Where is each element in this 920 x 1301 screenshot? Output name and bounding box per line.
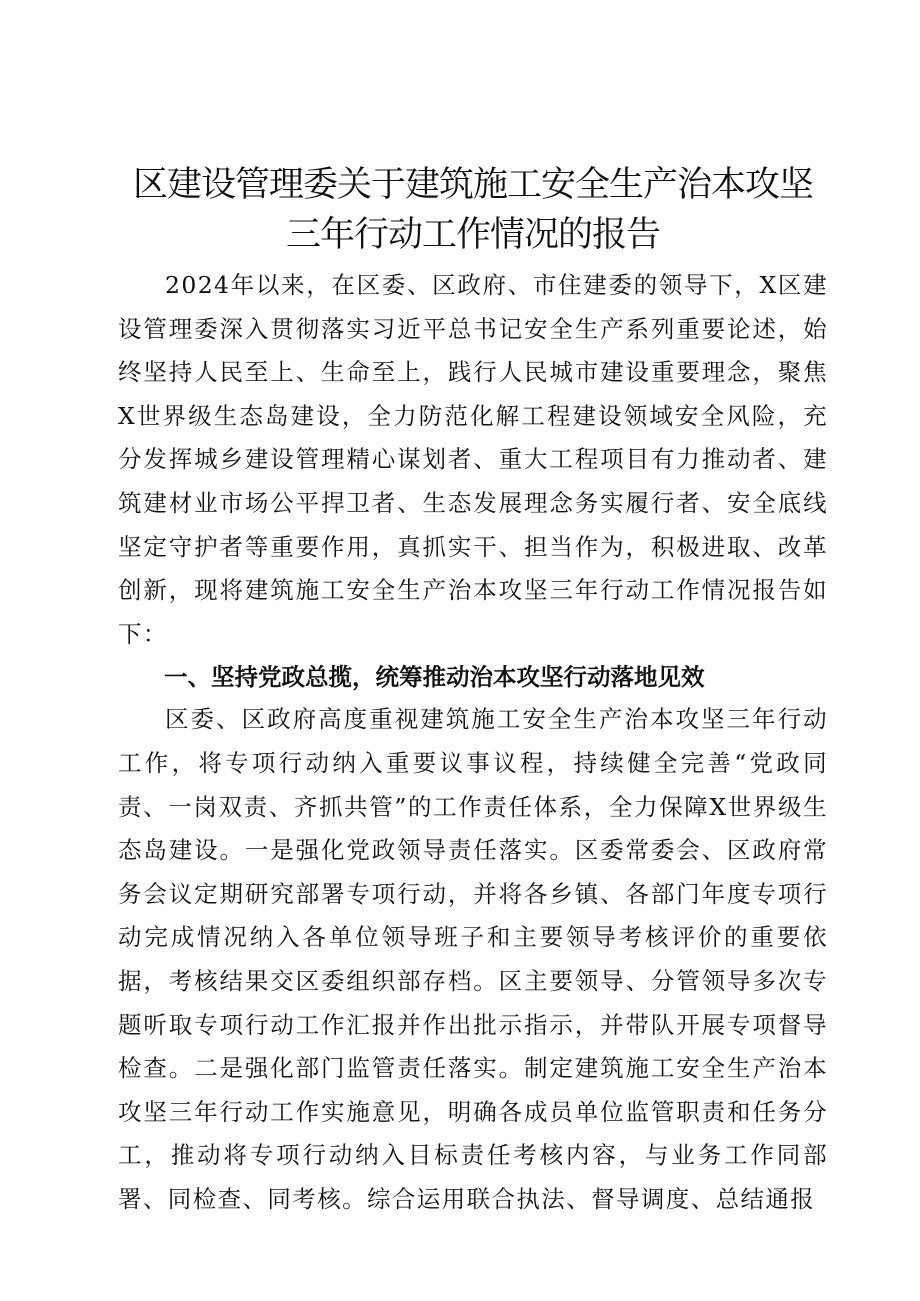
intro-paragraph: 2024年以来，在区委、区政府、市住建委的领导下，X区建设管理委深入贯彻落实习近平总书记安全生产系列重要论述，始终坚持人民至上、生命至上，践行人民城市建设重要理念，聚焦X世界级生态岛建设，全力防范化解工程建设领域安全风险，充分发挥城乡建设管理精心谋划者、重大工程项目有力推动者、建筑建材业市场公平捍卫者、生态发展理念务实履行者、安全底线坚定守护者等重要作用，真抓实干、担当作为，积极进取、改革创新，现将建筑施工安全生产治本攻坚三年行动工作情况报告如下： (118, 271, 828, 648)
section-1-paragraph: 区委、区政府高度重视建筑施工安全生产治本攻坚三年行动工作，将专项行动纳入重要议事议程，持续健全完善“党政同责、一岗双责、齐抓共管”的工作责任体系，全力保障X世界级生态岛建设。一是强化党政领导责任落实。区委常委会、区政府常务会议定期研究部署专项行动，并将各乡镇、各部门年度专项行动完成情况纳入各单位领导班子和主要领导考核评价的重要依据，考核结果交区委组织部存档。区主要领导、分管领导多次专题听取专项行动工作汇报并作出批示指示，并带队开展专项督导检查。二是强化部门监管责任落实。制定建筑施工安全生产治本攻坚三年行动工作实施意见，明确各成员单位监管职责和任务分工，推动将专项行动纳入目标责任考核内容，与业务工作同部署、同检查、同考核。综合运用联合执法、督导调度、总结通报 (118, 705, 828, 1213)
title-line-1: 区建设管理委关于建筑施工安全生产治本攻坚 (132, 165, 813, 205)
section-1-heading: 一、坚持党政总揽，统筹推动治本攻坚行动落地见效 (164, 663, 705, 692)
title-line-2: 三年行动工作情况的报告 (285, 215, 660, 255)
document-page (118, 160, 828, 1221)
document-title (118, 160, 828, 260)
